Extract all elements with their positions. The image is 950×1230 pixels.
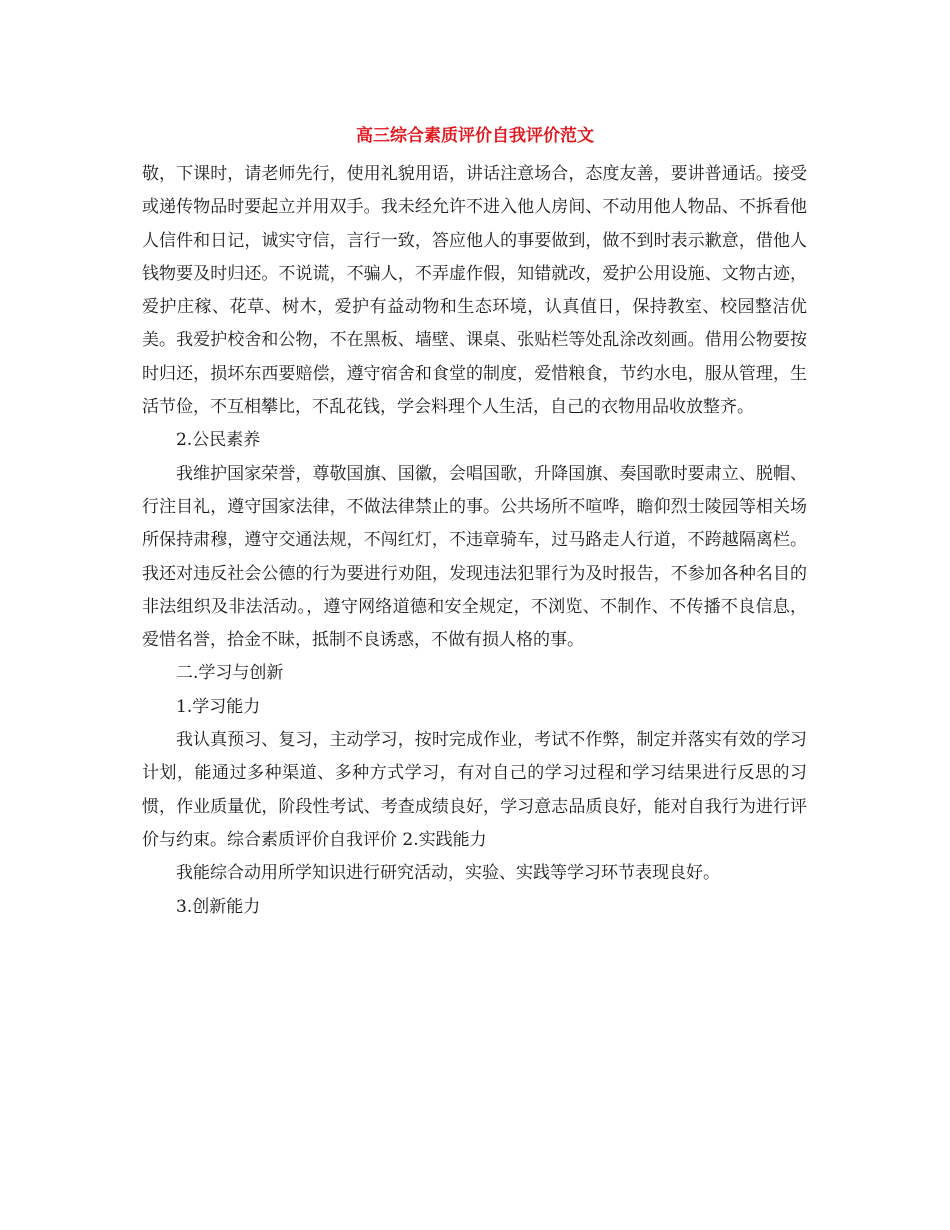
document-title: 高三综合素质评价自我评价范文 (356, 126, 594, 146)
document-body (142, 158, 807, 924)
paragraph-practice-ability: 我能综合动用所学知识进行研究活动，实验、实践等学习环节表现良好。 (176, 863, 720, 884)
paragraph-civic-literacy: 我维护国家荣誉，尊敬国旗、国徽，会唱国歌，升降国旗、奏国歌时要肃立、脱帽、行注目礼，遵守国家法律，不做法律禁止的事。公共场所不喧哗，瞻仰烈士陵园等相关场所保持肃穆，遵守交通法规，不闯红灯，不违章骑车，过马路走人行道，不跨越隔离栏。我还对违反社会公德的行为要进行劝阻，发现违法犯罪行为及时报告，不参加各种名目的非法组织及非法活动。，遵守网络道德和安全规定，不浏览、不制作、不传播不良信息，爱惜名誉，拾金不昧，抵制不良诱惑，不做有损人格的事。 (142, 463, 807, 651)
paragraph-learning-ability: 我认真预习、复习，主动学习，按时完成作业，考试不作弊，制定并落实有效的学习计划，能通过多种渠道、多种方式学习，有对自己的学习过程和学习结果进行反思的习惯，作业质量优，阶段性考试、考查成绩良好，学习意志品质良好，能对自我行为进行评价与约束。综合素质评价自我评价 2.实践能力 (142, 730, 807, 850)
paragraph-conduct-continued: 敬，下课时，请老师先行，使用礼貌用语，讲话注意场合，态度友善，要讲普通话。接受或递传物品时要起立并用双手。我未经允许不进入他人房间、不动用他人物品、不拆看他人信件和日记，诚实守信，言行一致，答应他人的事要做到，做不到时表示歉意，借他人钱物要及时归还。不说谎，不骗人，不弄虚作假，知错就改，爱护公用设施、文物古迹，爱护庄稼、花草、树木，爱护有益动物和生态环境，认真值日，保持教室、校园整洁优美。我爱护校舍和公物，不在黑板、墙壁、课桌、张贴栏等处乱涂改刻画。借用公物要按时归还，损坏东西要赔偿，遵守宿舍和食堂的制度，爱惜粮食，节约水电，服从管理，生活节俭，不互相攀比，不乱花钱，学会料理个人生活，自己的衣物用品收放整齐。 (142, 164, 807, 418)
heading-civic-literacy: 2.公民素养 (176, 430, 261, 451)
heading-innovation-ability: 3.创新能力 (176, 896, 261, 917)
heading-learning-innovation: 二.学习与创新 (176, 663, 284, 684)
heading-learning-ability: 1.学习能力 (176, 696, 261, 717)
